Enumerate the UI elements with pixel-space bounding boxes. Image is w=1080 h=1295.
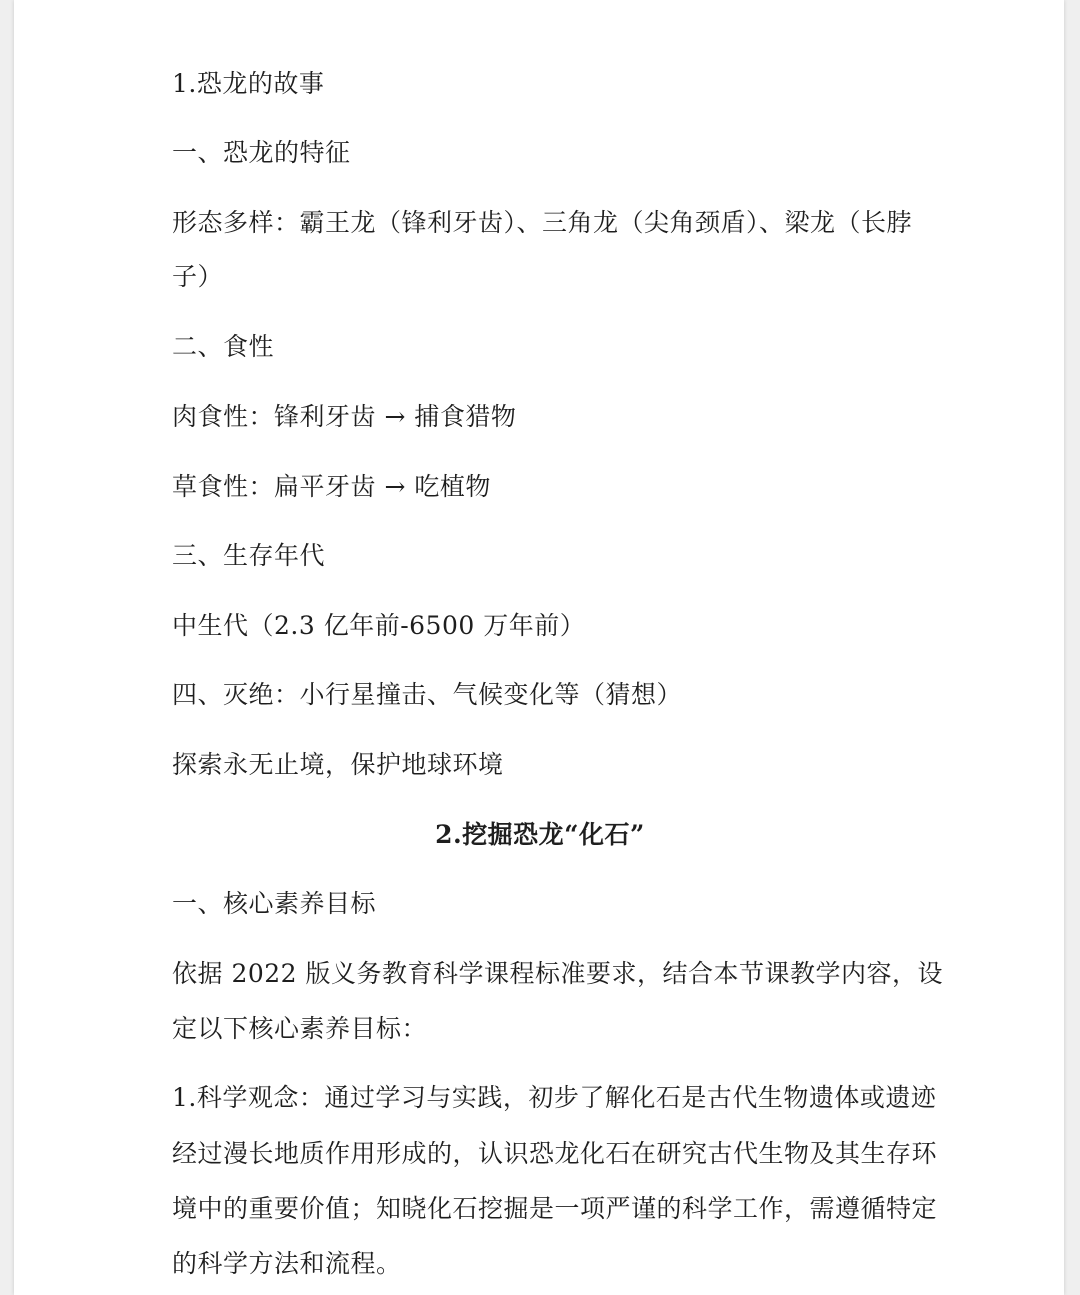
heading-core-goals: 一、核心素养目标 <box>172 889 377 918</box>
paragraph-forms-line1: 形态多样：霸王龙（锋利牙齿）、三角龙（尖角颈盾）、梁龙（长脖 <box>172 208 913 237</box>
paragraph-herbivore: 草食性：扁平牙齿 → 吃植物 <box>172 472 491 501</box>
section-title-dinosaur-story: 1.恐龙的故事 <box>172 69 325 98</box>
paragraph-goal1-line2: 经过漫长地质作用形成的，认识恐龙化石在研究古代生物及其生存环 <box>172 1139 938 1168</box>
paragraph-intro-line2: 定以下核心素养目标： <box>172 1014 428 1043</box>
section-title-fossil-dig: 2.挖掘恐龙“化石” <box>435 820 645 849</box>
paragraph-era: 中生代（2.3 亿年前-6500 万年前） <box>172 611 586 640</box>
paragraph-closing: 探索永无止境，保护地球环境 <box>172 750 504 779</box>
paragraph-goal1-line4: 的科学方法和流程。 <box>172 1249 402 1278</box>
paragraph-goal1-line1: 1.科学观念：通过学习与实践，初步了解化石是古代生物遗体或遗迹 <box>172 1083 937 1112</box>
heading-extinction: 四、灭绝：小行星撞击、气候变化等（猜想） <box>172 680 683 709</box>
heading-era: 三、生存年代 <box>172 541 326 570</box>
paragraph-carnivore: 肉食性：锋利牙齿 → 捕食猎物 <box>172 402 517 431</box>
paragraph-forms-line2: 子） <box>172 262 224 291</box>
heading-diet: 二、食性 <box>172 332 275 361</box>
paragraph-goal1-line3: 境中的重要价值；知晓化石挖掘是一项严谨的科学工作，需遵循特定 <box>172 1194 938 1223</box>
heading-features: 一、恐龙的特征 <box>172 138 351 167</box>
paragraph-intro-line1: 依据 2022 版义务教育科学课程标准要求，结合本节课教学内容，设 <box>172 959 944 988</box>
